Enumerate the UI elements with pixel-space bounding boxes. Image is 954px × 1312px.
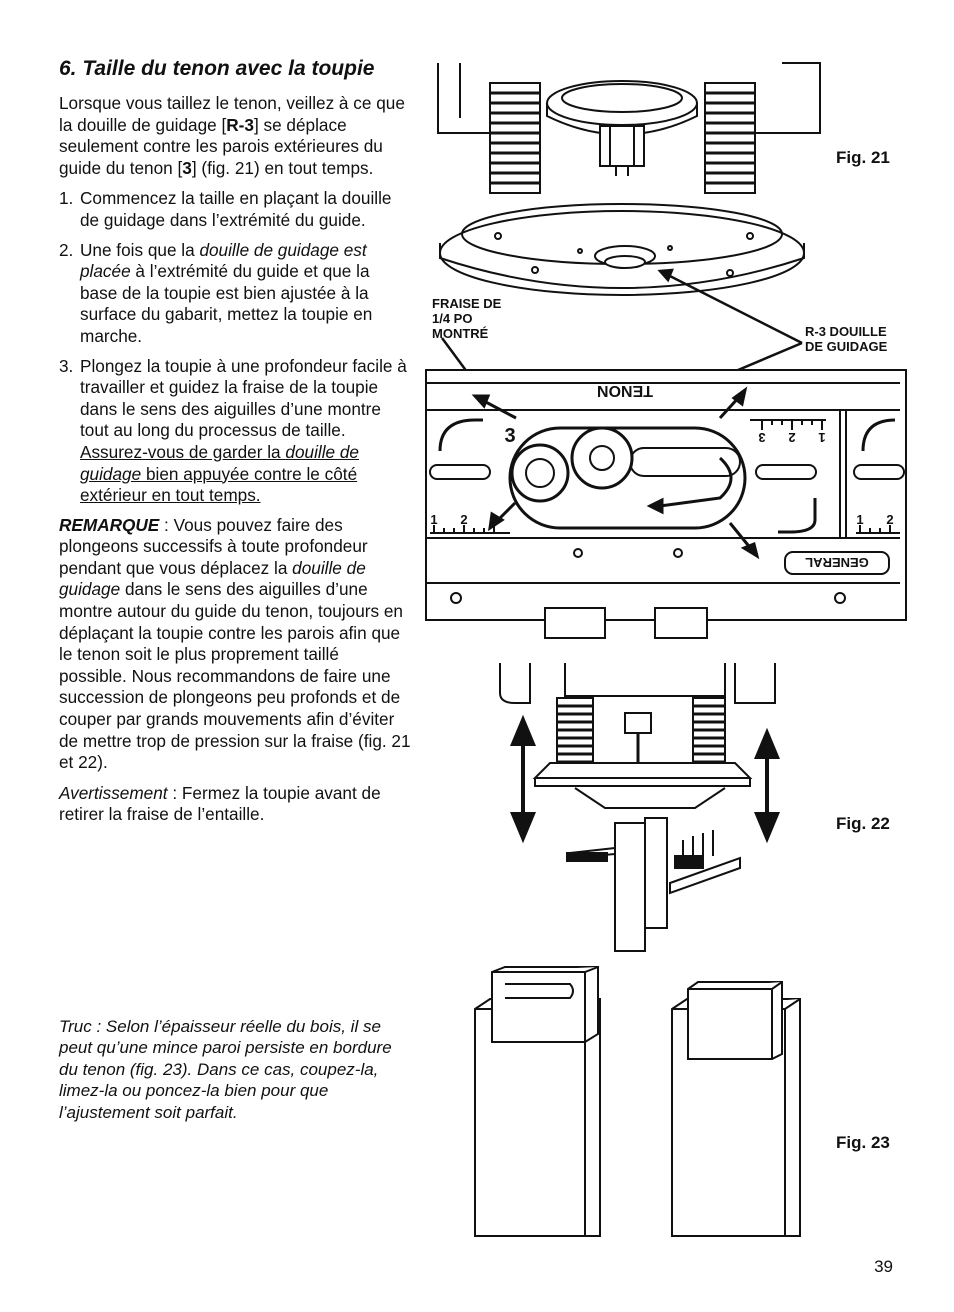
warning-text: : Fermez la toupie avant de retirer la fraise de l’entaille. [59, 782, 381, 825]
section-title: 6. Taille du tenon avec la toupie [59, 57, 375, 80]
remark-text: dans le sens des aiguilles d’une montre autour du guide du tenon, toujours en déplaçant la toupie contre les parois afin que le tenon soit le plus proprement taillé possible. Nous recommandons de faire une succession de plongeons peu profonds et de couper par grands mouvements afin d’éviter de mettre trop de pression sur la fraise (fig. 21 et 22). [59, 579, 411, 773]
callout-bit-line: FRAISE DE [432, 296, 502, 311]
step-number: 2. [59, 239, 74, 260]
remark-label: REMARQUE [59, 514, 160, 535]
scale-right-2: 2 [788, 430, 796, 445]
intro-ref-3: 3 [182, 157, 192, 178]
warning-paragraph [59, 783, 411, 826]
step-number: 1. [59, 188, 74, 209]
left-spring [490, 83, 540, 193]
fig22-label: Fig. 22 [836, 814, 890, 833]
step-2 [59, 240, 411, 348]
tip-paragraph: Truc : Selon l’épaisseur réelle du bois, il se peut qu’une mince paroi persiste en bordure du tenon (fig. 23). Dans ce cas, coupez-la, limez-la ou poncez-la bien pour que l’ajustement soit parfait. [59, 1017, 392, 1122]
jig-label-tenon: TENON [597, 382, 653, 399]
scale-left-2: 2 [460, 512, 468, 527]
right-spring [705, 83, 755, 193]
text-column [59, 56, 411, 835]
scale-right-1: 1 [818, 430, 826, 445]
warning-label: Avertissement [59, 782, 168, 803]
intro-text-3: ] (fig. 21) en tout temps. [191, 157, 374, 178]
step-number: 3. [59, 355, 74, 376]
plunge-spring-left [557, 698, 593, 768]
scale-far-2: 2 [886, 512, 894, 527]
step-text: Plongez la toupie à une profondeur facile à travailler et guidez la fraise de la toupie dans le sens des aiguilles d’une montre tout au long du processus de taille. [80, 355, 407, 441]
step-text: Une fois que la [80, 239, 200, 260]
scale-left-3: 3 [490, 512, 498, 527]
remark-text: : Vous pouvez faire des plongeons successifs à toute profondeur pendant que vous déplacez la [59, 514, 368, 578]
intro-text-1: Lorsque vous taillez le tenon, veillez à ce que la douille de guidage [ [59, 93, 405, 135]
callout-bit [432, 296, 501, 341]
scale-left-1: 1 [430, 512, 438, 527]
figure-22-illustration [495, 658, 795, 953]
callout-bit-line: MONTRÉ [432, 326, 489, 341]
callout-bushing-line: DE GUIDAGE [805, 339, 888, 354]
step-text-underlined-italic: douille de guidage [80, 441, 359, 484]
tenon-block-left [475, 967, 600, 1236]
intro-paragraph [59, 93, 411, 179]
tenon-block-right [672, 982, 800, 1236]
step-text: à l’extrémité du guide et que la base de la toupie est bien ajustée à la surface du gabarit, mettez la toupie en marche. [80, 261, 373, 346]
page-number: 39 [874, 1257, 893, 1276]
scale-far-1: 1 [856, 512, 864, 527]
step-text-underlined: Assurez-vous de garder la [80, 441, 286, 462]
fig21-label: Fig. 21 [836, 148, 890, 167]
plunge-spring-right [693, 698, 725, 768]
brand-label: GENERAL [805, 555, 869, 570]
fig23-label: Fig. 23 [836, 1133, 890, 1152]
guide-number-3: 3 [504, 425, 516, 447]
remark-text-italic: douille de guidage [59, 557, 366, 600]
step-text: Commencez la taille en plaçant la douille de guidage dans l’extrémité du guide. [80, 188, 392, 230]
figure-23-illustration [470, 964, 805, 1244]
step-3 [59, 356, 411, 507]
callout-bit-line: 1/4 PO [432, 311, 473, 326]
steps-list [59, 188, 411, 506]
scale-right-3: 3 [758, 430, 766, 445]
callout-bushing [805, 324, 887, 354]
step-text-italic: douille de guidage est placée [80, 239, 367, 282]
step-1 [59, 188, 411, 231]
intro-text-2: ] se déplace seulement contre les parois extérieures du guide du tenon [ [59, 114, 383, 178]
callout-bushing-line: R-3 DOUILLE [805, 324, 887, 339]
step-text-underlined: bien appuyée contre le côté extérieur en tout temps. [80, 463, 358, 506]
remark-paragraph [59, 515, 411, 774]
intro-ref-r3: R-3 [226, 114, 254, 135]
